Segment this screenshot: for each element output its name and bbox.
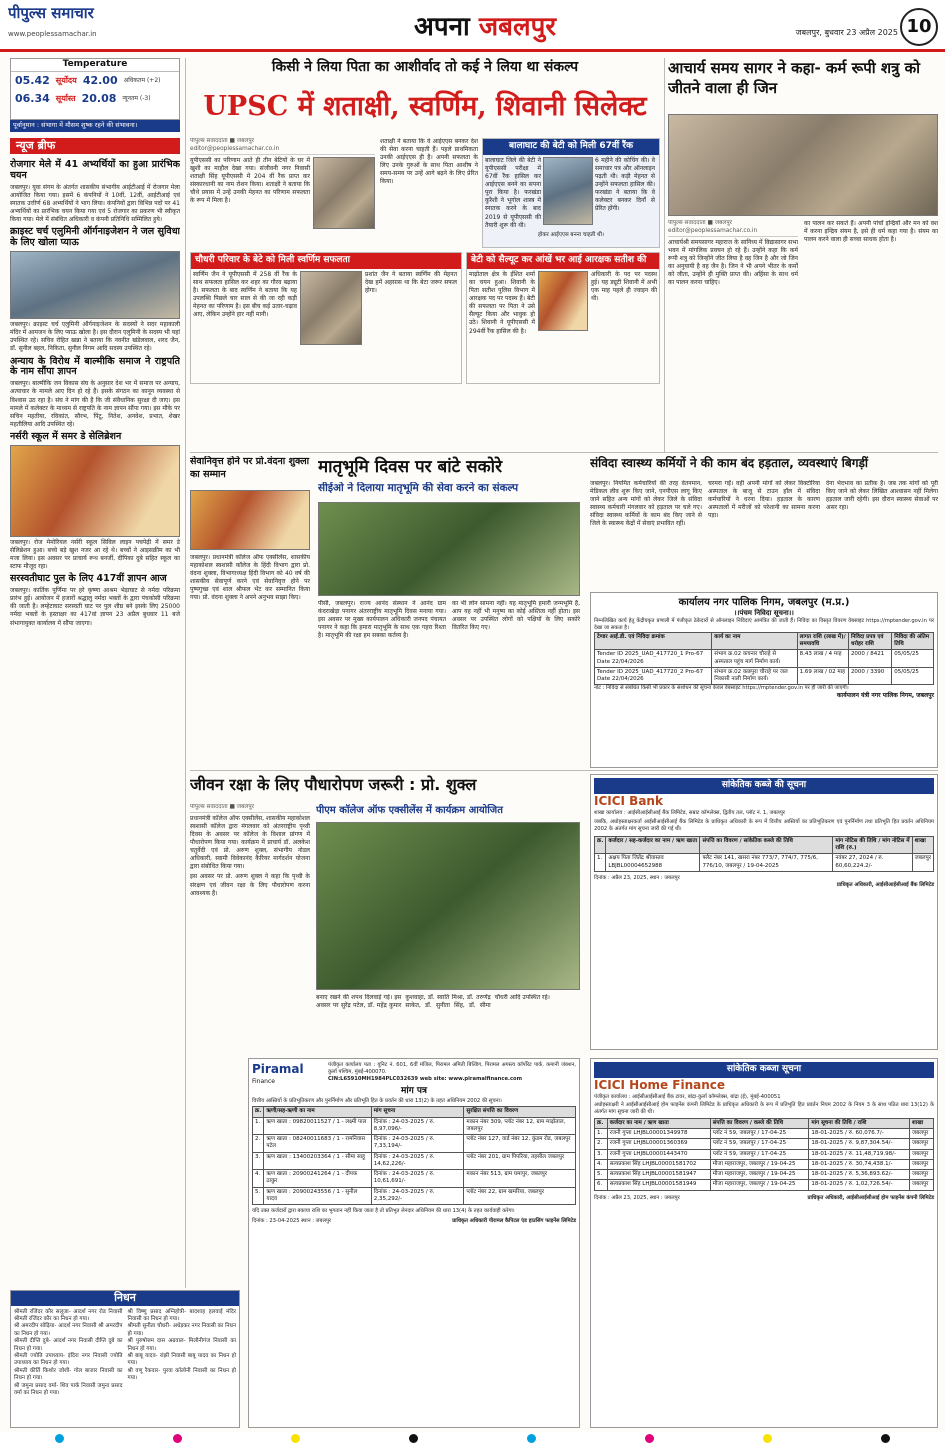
piramal-office-block <box>328 1062 576 1086</box>
register-mark-icon <box>645 1434 654 1443</box>
column-header: क्र. <box>253 1107 264 1117</box>
swarnim-box <box>190 252 462 384</box>
brief-photo <box>10 251 180 319</box>
shivani-body-2: अधिकारी के पद पर पदस्थ हुई। यह ड्यूटी शिवानी में अभी एक माह पहले ही ज्वाइन की थी। <box>591 270 657 303</box>
piramal-office: पंजीकृत कार्यालय पता : यूनिट नं. 601, 6वीं मंजिल, पिरामल अमिती बिल्डिंग, पिरामल अगस्त्य कॉर्पोरेट पार्क, कमानी जंक्शन, कुर्ला पश्चिम, मुंबई-400070. <box>328 1062 576 1075</box>
byline <box>668 220 798 237</box>
icici-body: जबकि, अधोहस्ताक्षरकर्ता आईसीआईसीआई बैंक लिमिटेड के प्राधिकृत अधिकारी के रूप में वित्तीय आस्तियों का प्रतिभूतिकरण एवं पुनर्निर्माण तथा प्रतिभूति हित प्रवर्तन अधिनियम 2002 के अंतर्गत मांग सूचना जारी की गई थी। <box>594 819 934 833</box>
swarnim-body: स्वर्णिम जैन ने यूपीएससी में 258 वीं रैंक के साथ सफलता हासिल कर शहर का गौरव बढ़ाया है। सफलता के बाद स्वर्णिम ने बताया कि यह उपलब्धि पिछले चार साल से की जा रही कड़ी मेहनत का परिणाम है। इस बीच कई उतार-चढ़ाव आए, लेकिन उन्होंने हार नहीं मानी। <box>193 270 297 319</box>
register-mark-icon <box>881 1434 890 1443</box>
cell-no: 3. <box>595 1149 608 1159</box>
byline-name: पीपुल्स संवाददाता ■ जबलपुर <box>190 138 255 144</box>
samvida-headline: संविदा स्वास्थ्य कर्मियों ने की काम बंद हड़ताल, व्यवस्थाएं बिगड़ीं <box>590 456 868 470</box>
cell-branch: जबलपुर <box>910 1159 934 1169</box>
cell-name: ऋण खाता : 09820011527 / 1 - लक्ष्मी पाल <box>264 1117 371 1135</box>
tender-fee: 2000 / 8421 <box>848 650 891 668</box>
nidhan-list <box>11 1306 239 1401</box>
balaghat-box <box>482 138 660 248</box>
register-mark-icon <box>291 1434 300 1443</box>
tender-fee: 2000 / 3390 <box>848 667 891 685</box>
piramal-brand: Piramal <box>252 1062 304 1076</box>
cell-no: 2. <box>253 1135 264 1153</box>
cell-name: ऋण खाता : 20900243556 / 1 - सुनील यादव <box>264 1187 371 1205</box>
table-row <box>595 1180 934 1190</box>
cell-branch: जबलपुर <box>910 1139 934 1149</box>
piramal-sign-row <box>252 1218 576 1225</box>
icici-title: सांकेतिक कब्जे की सूचना <box>594 778 934 794</box>
tender-title: कार्यालय नगर पालिक निगम, जबलपुर (म.प्र.) <box>678 597 850 608</box>
tender-notice <box>590 592 938 768</box>
cell-demand: दिनांक : 24-03-2025 / रु. 14,62,226/- <box>371 1152 464 1170</box>
forecast: पूर्वानुमान : संभागा में मौसम शुष्क रहने की संभावना। <box>10 120 180 132</box>
cell-no: 1. <box>595 1129 608 1139</box>
nidhan-item: श्री जमुना प्रसाद वर्मा- शिव पार्क निवासी जमुना प्रसाद वर्मा का निधन हो गया। <box>14 1382 123 1397</box>
byline: पीपुल्स संवाददाता ■ जबलपुर <box>190 804 310 813</box>
table-row <box>253 1170 576 1188</box>
sunrise-label: सूर्योदय <box>55 75 77 85</box>
matru-subhead: सीईओ ने दिलाया मातृभूमि की सेवा करने का संकल्प <box>318 482 519 494</box>
piramal-place: दिनांक : 23-04-2025 स्थान : जबलपुर <box>252 1217 332 1224</box>
acharya-col1 <box>668 220 798 450</box>
cell-no: 1. <box>253 1117 264 1135</box>
piramal-sub: Finance <box>252 1077 275 1085</box>
cell-demand: 18-01-2025 / रु. 1,02,726.54/- <box>809 1180 910 1190</box>
table-row <box>595 1139 934 1149</box>
vandana-body: जबलपुर। प्रधानमंत्री कॉलेज ऑफ एक्सीलेंस, शासकीय महाकोशल स्वशासी कॉलेज के हिंदी विभाग द्वारा प्रो. वंदना शुक्ला, विभागाध्यक्ष हिंदी विभाग को 40 वर्ष की शासकीय सेवापूर्ण करने एवं सेवानिवृत्त होने पर पुष्पगुच्छ एवं शाल श्रीफल भेंट कर सम्मानित किया गया। प्रो. वंदना शुक्ला ने अपने अनुभव साझा किए। <box>190 554 310 602</box>
nidhan-item: श्रीमती ज्योति उपाध्याय- इंदिरा नगर निवासी ज्योति उपाध्याय का निधन हो गया। <box>14 1353 123 1367</box>
cell-demand: 18-01-2025 / रु. 30,74,438.1/- <box>809 1159 910 1169</box>
cell-branch: जबलपुर <box>910 1129 934 1139</box>
cell-name: ऋण खाता : 20900241264 / 1 - दीपक ठाकुर <box>264 1170 371 1188</box>
nidhan-item: श्री अमरदीप सोढ़िया- आदर्श नगर निवासी श्री अमरदीप का निधन हो गया। <box>14 1323 123 1337</box>
column-header: मांग सूचना <box>371 1107 464 1117</box>
matru-body-2: का भी लोन सामना नहीं। यह मातृभूमि हमारी जन्मभूमि है, आप यह नहीं भी मनुष्य का कोई अस्तित्व नहीं होता। इस अवसर पर उपस्थित लोगों को पक्षियों के लिए सकोरे वितरित किए गए। <box>452 600 580 632</box>
icici-logo: ICICI Bank <box>594 793 663 808</box>
cell-demand: 18-01-2025 / रु. 60,076.7/- <box>809 1129 910 1139</box>
vandana-photo <box>190 490 310 550</box>
dateline: जबलपुर, बुधवार 23 अप्रैल 2025 <box>795 28 898 37</box>
column-header: सुरक्षित संपत्ति का विवरण <box>464 1107 576 1117</box>
brief-photo <box>10 445 180 537</box>
column-header: निविदा की अंतिम तिथि <box>892 632 934 650</box>
page-title-section: अपना <box>413 12 470 42</box>
brief-headline: रोजगार मेले में 41 अभ्यर्थियों का हुआ प्रारंभिक चयन <box>10 159 180 181</box>
table-header-row <box>595 632 934 650</box>
balaghat-row <box>483 155 659 232</box>
tender-id: Tender ID 2025_UAD_417720_2 Pro-67 Date 22/04/2026 <box>595 667 712 685</box>
samvida-body-2: चरमरा गईं। वहीं अपनी मांगों को लेकर विक्टोरिया अस्पताल के बाजू से टाउन हॉल में संविदा कर्मचारियों ने धरना दिया। हड़ताल के कारण अस्पतालों में मरीजों को परेशानी का सामना करना पड़ा। <box>708 480 820 520</box>
cell-no: 4. <box>595 1159 608 1169</box>
cell-asset: मकान नंबर 513, ग्राम घमापुर, जबलपुर <box>464 1170 576 1188</box>
cell-name: ऋण खाता : 08240011683 / 1 - रामनिवास पटेल <box>264 1135 371 1153</box>
icici-address: शाखा कार्यालय : आईसीआईसीआई बैंक लिमिटेड, सम्राट कॉम्प्लेक्स, द्वितीय तल, प्लॉट नं. 1, जबलपुर <box>594 809 785 816</box>
brief-body: जबलपुर। बाल्मीकि जन विकास संघ के अनुसार देश भर में समाज पर अन्याय, अत्याचार के मामले आए दिन हो रहे हैं। इसके संगठन का कानून व्यवस्था से विश्वास उठ रहा है। संघ ने मांग की है कि जी संवैधानिक सुरक्षा दी जाए। इस मामले में कलेक्टर के माध्यम से राष्ट्रपति के नाम ज्ञापन सौंपा गया। इस मौके पर सचिन महतीया, रविकांत, सौरभ, पिंटू, नितेश, अनवेश, प्रभात, शेखर महतीलिया आदि उपस्थित रहे। <box>10 380 180 428</box>
icicihf-date: दिनांक : अप्रैल 23, 2025, स्थान : जबलपुर <box>594 1194 680 1201</box>
sunset-time: 06.34 <box>15 91 50 105</box>
portrait-photo <box>543 157 593 225</box>
cell-name: सत्यप्रकाश सिंह LHJBL00001581947 <box>607 1170 710 1180</box>
main-headline: UPSC में शताक्षी, स्वर्णिम, शिवानी सिलेक्ट <box>203 91 647 122</box>
cell-no: 6. <box>595 1180 608 1190</box>
table-row <box>253 1117 576 1135</box>
brief-body: जबलपुर। कार्तिक पूर्णिमा पर हरे कृष्णा आश्रम भेड़ाघाट से नर्मदा परिक्रमा प्रारंभ हुई। आयोजन में हजारों श्रद्धालु नर्मदा भक्तों के द्वारा पंचकोसी परिक्रमा की जाती है। लम्हेटाघाट सरस्वती घाट पर पुल शीघ्र बने इसके लिए 25000 नर्मदा भक्तों के हस्ताक्षर का 417वां ज्ञापन 23 अप्रैल बुधवार 11 बजे संभागायुक्त कार्यालय में सौंपा जाएगा। <box>10 587 180 627</box>
shivani-body: माढ़ोताल क्षेत्र के ईशित शर्मा का चयन हुआ। शिवानी के पिता सतीश पुलिस विभाग में आरक्षक पद पर पदस्थ हैं। बेटी की सफलता पर पिता ने उसे सैल्यूट किया और भावुक हो उठे। शिवानी ने यूपीएससी में 294वीं रैंक हासिल की है। <box>469 270 535 335</box>
tender-table <box>594 632 934 686</box>
table-header-row <box>595 1118 934 1128</box>
icicihf-title: सांकेतिक कब्जा सूचना <box>594 1062 934 1078</box>
page-number: 10 <box>900 8 938 46</box>
brief-headline: क्राइस्ट चर्च एलुमिनी ऑर्गनाइजेशन ने जल सुविधा के लिए खोला प्याऊ <box>10 226 180 249</box>
nidhan-title: निधन <box>11 1291 239 1306</box>
cell-asset: मौजा महाराजपुर, जबलपुर / 19-04-25 <box>710 1170 809 1180</box>
table-row <box>253 1187 576 1205</box>
cell-no: 2. <box>595 1139 608 1149</box>
piramal-footer: यदि उक्त कर्जदारों द्वारा बकाया राशि का भुगतान नहीं किया जाता है तो प्रतिभूत लेनदार अधिनियम की धारा 13(4) के तहत कार्यवाही करेगा। <box>252 1208 515 1215</box>
matru-photo <box>318 502 580 596</box>
icici-asset: फ्लैट नंबर 141, खसरा नंबर 773/7, 774/7, 775/6, 776/10, जबलपुर / 19-04-2025 <box>700 854 833 872</box>
tender-subtitle: ।।पंचम निविदा सूचना।। <box>734 609 794 618</box>
page-title-city: जबलपुर <box>478 12 557 42</box>
min-temp-label: न्यूनतम (-3) <box>122 94 151 102</box>
cell-asset: प्लॉट नंबर 22, ग्राम खमरिया, जबलपुर <box>464 1187 576 1205</box>
cell-asset: प्लॉट नंबर 201, ग्राम पिपरिया, तहसील जबलपुर <box>464 1152 576 1170</box>
table-row <box>595 1170 934 1180</box>
main-kicker: किसी ने लिया पिता का आशीर्वाद तो कई ने लिया था संकल्प <box>271 59 579 75</box>
icicihf-table <box>594 1118 934 1191</box>
byline <box>190 138 375 155</box>
icicihf-sign-row <box>594 1195 934 1202</box>
column-header: कर्जदार का नाम / ऋण खाता <box>607 1118 710 1128</box>
cell-asset: प्लॉट नंबर 127, वार्ड नंबर 12, कुंडम रोड, जबलपुर <box>464 1135 576 1153</box>
cell-demand: दिनांक : 24-03-2025 / रु. 2,35,292/- <box>371 1187 464 1205</box>
main-body-2: शताक्षी ने बताया कि वे आईएएस बनकर देश की सेवा करना चाहती हैं। पहले प्राथमिकता उनकी आईएएस ही है। अपनी सफलता के लिए उनके गुरुओं के साथ पिता आशीष ने समय-समय पर उन्हें आगे बढ़ने के लिए प्रेरित किया। <box>380 138 478 186</box>
table-header-row <box>253 1107 576 1117</box>
temperature-box <box>10 58 180 120</box>
nidhan-item: श्री विष्णु प्रसाद अग्निहोत्री- बादशाह हलवाई मंदिर निवासी का निधन हो गया। <box>127 1308 236 1322</box>
temperature-row <box>11 72 179 90</box>
nidhan-box <box>10 1290 240 1428</box>
tender-work: संभाग क्र.02 कछपुरा चौराहे पर जल निकासी नाली निर्माण कार्य। <box>712 667 797 685</box>
table-header-row <box>595 836 934 854</box>
main-story-row <box>190 157 375 229</box>
page-title <box>355 10 615 44</box>
piramal-notice <box>248 1058 580 1428</box>
cell-name: सत्यप्रकाश सिंह LHJBL00001581949 <box>607 1180 710 1190</box>
main-body: यूपीएससी का परिणाम आते ही तीन बेटियों के घर में खुशी का माहौल देखा गया। संजीवनी नगर निवासी शताक्षी सिंह यूपीएससी में 204 वीं रैंक प्राप्त कर संस्कारधानी का नाम रोशन किया। शताक्षी ने बताया कि चौथे प्रयास में उन्हें उनकी मेहनत का परिणाम सफलता के रूप में मिला है। <box>190 156 310 205</box>
samvida-body: जबलपुर। नियमित कर्मचारियों की तरह वेतनमान, मेडिकल लीव शुरू किए जाने, एनपीएस लागू किए जाने सहित अन्य मांगों को लेकर जिले के संविदा स्वास्थ्य कर्मचारी मंगलवार को हड़ताल पर चले गए। संविदा स्वास्थ्य कर्मियों के काम बंद किए जाने से जिले के स्वास्थ्य केंद्रों में सेवाएं प्रभावित रहीं। <box>590 480 702 528</box>
nidhan-item: श्रीमती दीप्ति दुबे- आदर्श नगर निवासी दीप्ति दुबे का निधन हो गया। <box>14 1338 123 1352</box>
column-header: ऋणी/सह-ऋणी का नाम <box>264 1107 371 1117</box>
jeevan-body-2: इस अवसर पर प्रो. अरुण शुक्ल ने कहा कि पृथ्वी के संरक्षण एवं जीवन रक्षा के लिए पौधारोपण करना आवश्यक है। <box>190 873 310 897</box>
register-mark-icon <box>173 1434 182 1443</box>
column-header: लागत राशि (लाख में)/ समयावधि <box>797 632 848 650</box>
balaghat-body: बालाघाट जिले की बेटी ने यूपीएससी परीक्षा में 67वीं रैंक हासिल कर आईएएस बनने का सपना पूरा किया है। फरखंडा कुरैशी ने भूगोल शास्त्र में स्नातक करने के बाद 2019 से यूपीएससी की तैयारी शुरू की थी। <box>485 156 541 229</box>
cell-branch: जबलपुर <box>910 1170 934 1180</box>
piramal-header <box>252 1062 576 1086</box>
piramal-title: मांग पत्र <box>401 1085 427 1096</box>
acharya-headline: आचार्य समय सागर ने कहा- कर्म रूपी शत्रु को जीतने वाला ही जिन <box>668 59 920 98</box>
table-row <box>595 1159 934 1169</box>
tender-cost: 8.43 लाख / 4 माह <box>797 650 848 668</box>
piramal-logo <box>252 1062 322 1086</box>
swarnim-title: चौधरी परिवार के बेटे को मिली स्वर्णिम सफलता <box>191 253 461 269</box>
column-header: संपत्ति का विवरण / कब्जे की तिथि <box>710 1118 809 1128</box>
register-mark-icon <box>409 1434 418 1443</box>
jeevan-caption: बनाए रखने की शपथ दिलवाई गई। इस अवसर पर सुरेंद्र पटेल, डॉ. महेंद्र कुमार कुशवाहा, डॉ. स्वाति मिश्रा, डॉ. तरुणेंद्र साकेत, डॉ. सुनीता सिंह, डॉ. सीमा चौधरी आदि उपस्थित रहे। <box>316 994 550 1010</box>
column-header: शाखा <box>910 1118 934 1128</box>
nidhan-item: श्री बाबू यादव- रांझी निवासी बाबू यादव का निधन हो गया। <box>127 1353 236 1367</box>
max-temp: 42.00 <box>82 73 118 87</box>
cell-branch: जबलपुर <box>910 1149 934 1159</box>
jeevan-headline: जीवन रक्षा के लिए पौधारोपण जरूरी : प्रो. शुक्ल <box>190 775 477 794</box>
cell-demand: दिनांक : 24-03-2025 / रु. 7,33,194/- <box>371 1135 464 1153</box>
sunset-label: सूर्यास्त <box>55 93 76 103</box>
cell-name: रजनी गुप्ता LHJBL00001360369 <box>607 1139 710 1149</box>
sunrise-time: 05.42 <box>15 73 50 87</box>
main-story-col1 <box>190 138 375 248</box>
icicihf-body: अधोहस्ताक्षरी ने आईसीआईसीआई होम फाइनेंस कंपनी लिमिटेड के प्राधिकृत अधिकारी के रूप में प्रतिभूति हित प्रवर्तन नियम 2002 के नियम 3 के साथ पठित धारा 13(12) के अंतर्गत मांग सूचना जारी की थी। <box>594 1102 934 1116</box>
registration-strip <box>0 1432 945 1445</box>
icicihf-logo: ICICI Home Finance <box>594 1077 726 1092</box>
brief-body: जबलपुर। युवा संगम के अंतर्गत शासकीय संभागीय आईटीआई में रोजगार मेला आयोजित किया गया। इसमें 6 कंपनियों ने 10वीं, 12वीं, आईटीआई एवं स्नातक उत्तीर्ण 68 अभ्यर्थियों ने भाग लिया। कंपनियों द्वारा विभिन्न पदों पर 41 अभ्यर्थियों का प्रारंभिक चयन किया गया एवं 5 रोजगार का प्रकरण भी स्वीकृत किया गया। मेले में संबंधित अधिकारी व कंपनी प्रतिनिधि सम्मिलित हुये। <box>10 183 180 224</box>
tender-intro: निम्नलिखित कार्य हेतु केंद्रीयकृत प्रणाली में पंजीकृत ठेकेदारों से ऑनलाइन निविदाएं आमंत्रित की जाती हैं। निविदा का विस्तृत विवरण वेबसाइट https://mptender.gov.in पर देखा जा सकता है। <box>594 618 934 632</box>
piramal-sign: प्राधिकृत अधिकारी पीरामल कैपिटल एंड हाउसिंग फाइनेंस लिमिटेड <box>452 1217 576 1224</box>
cell-asset: मकान नंबर 309, प्लॉट नंबर 12, ग्राम माढ़ोताल, जबलपुर <box>464 1117 576 1135</box>
jeevan-subhead: पीएम कॉलेज ऑफ एक्सीलेंस में कार्यक्रम आयोजित <box>316 805 503 816</box>
register-mark-icon <box>763 1434 772 1443</box>
vandana-headline: सेवानिवृत्त होने पर प्रो.वंदना शुक्ला का सम्मान <box>190 456 310 480</box>
tender-sign: कार्यपालन यंत्री नगर पालिक निगम, जबलपुर <box>836 692 934 700</box>
row-rule <box>190 452 938 453</box>
icicihf-address: पंजीकृत कार्यालय : आईसीआईसीआई बैंक टावर, बांद्रा-कुर्ला कॉम्प्लेक्स, बांद्रा (ई), मुंबई-400051 <box>594 1093 781 1100</box>
tender-id: Tender ID 2025_UAD_417720_1 Pro-67 Date 22/04/2026 <box>595 650 712 668</box>
icici-date: दिनांक : अप्रैल 23, 2025, स्थान : जबलपुर <box>594 874 680 881</box>
icici-sign: प्राधिकृत अधिकारी, आईसीआईसीआई बैंक लिमिटेड <box>836 881 934 888</box>
tender-date: 05/05/25 <box>892 667 934 685</box>
column-rule <box>185 58 186 1288</box>
column-header: शाखा <box>912 836 933 854</box>
brief-headline: सरस्वतीघाट पुल के लिए 417वीं ज्ञापन आज <box>10 573 167 585</box>
jeevan-col1 <box>190 804 310 1054</box>
table-row <box>595 1129 934 1139</box>
column-header: मांग सूचना की तिथि / राशि <box>809 1118 910 1128</box>
cell-name: रजनी गुप्ता LHJBL00001443470 <box>607 1149 710 1159</box>
icici-table <box>594 836 934 872</box>
icici-name: अक्षय पिता जितेंद्र श्रीवास्तव LBJBL00004652988 <box>606 854 700 872</box>
piramal-table <box>252 1106 576 1205</box>
column-header: निविदा प्रपत्र एवं धरोहर राशि <box>848 632 891 650</box>
byline-email: editor@peoplessamachar.co.in <box>668 227 758 234</box>
balaghat-body: 6 महीने की कोचिंग की। वे समाचार पत्र और ऑनलाइन पढ़ती थी। कड़ी मेहनत से उन्होंने सफलता हासिल की। फरखंडा ने बताया कि वे कलेक्टर बनकर दिनाँ से प्रेरित होंगी। <box>595 156 655 213</box>
cell-asset: प्लॉट नं 59, जबलपुर / 17-04-25 <box>710 1149 809 1159</box>
cell-no: 5. <box>253 1187 264 1205</box>
photo-caption: होकर आईएएस बनना चाहती थी। <box>537 231 605 238</box>
shivani-title: बेटी को सैल्यूट कर आंखें भर आई आरक्षक सतीश की <box>467 253 659 269</box>
piramal-cin: CIN:L65910MH1984PLC032639 web site: www.piramalfinance.com <box>328 1075 522 1082</box>
nidhan-item: श्री पुरुषोत्तम दास अग्रवाल- मिलौनीगंज निवासी का निधन हो गया। <box>127 1338 236 1352</box>
shivani-box <box>466 252 660 384</box>
cell-demand: 18-01-2025 / रु. 9,87,304.54/- <box>809 1139 910 1149</box>
site-url[interactable]: www.peoplessamachar.in <box>8 30 97 38</box>
acharya-body-2: का पालन कर सकते हैं। अपनी पांचों इन्द्रियों और मन को वश में करना इन्द्रिय संयम है, इसे ही धर्म कहा गया है। संयम का पालन करने वाला ही सच्चा साधक होता है। <box>804 220 938 244</box>
portrait-photo <box>300 271 362 345</box>
cell-asset: प्लॉट नं 59, जबलपुर / 17-04-25 <box>710 1129 809 1139</box>
table-row <box>595 650 934 668</box>
table-row <box>595 667 934 685</box>
cell-name: सत्यप्रकाश सिंह LHJBL00001581702 <box>607 1159 710 1169</box>
cell-name: ऋण खाता : 13400203364 / 1 - सीमा साहू <box>264 1152 371 1170</box>
min-temp: 20.08 <box>81 91 117 105</box>
cell-name: रजनी गुप्ता LHJBL00001349978 <box>607 1129 710 1139</box>
icici-bank-notice <box>590 774 938 1050</box>
cell-no: 4. <box>253 1170 264 1188</box>
column-header: क्र. <box>595 1118 608 1128</box>
cell-no: 5. <box>595 1170 608 1180</box>
piramal-intro: वित्तीय आस्तियों के प्रतिभूतिकरण और पुनर्निर्माण और प्रतिभूति हित के प्रवर्तन की धारा 13(2) के तहत अधिनियम 2002 की सूचना। <box>252 1097 502 1104</box>
swarnim-body-2: प्रशांत जैन ने बताया स्वर्णिम की मेहनत देख हमें अहसास था कि बेटा जरूर सफल होगा। <box>365 270 457 295</box>
matru-body: पीसी, जबलपुर। राज्य आनंद संस्थान ने आनंद ग्राम कंदराखेड़ा पनागर अंतरराष्ट्रीय मातृभूमि दिवस मनाया गया। इस अवसर पर मुख्य कार्यपालन अधिकारी जनपद पंचायत पनागर ने कहा कि हमारा मातृभूमि के साथ एक गहरा रिश्ता है। मातृभूमि की रक्षा हम सबका कर्तव्य है। <box>318 600 446 640</box>
icici-no: 1. <box>595 854 606 872</box>
byline-name: पीपुल्स संवाददाता ■ जबलपुर <box>668 220 733 226</box>
brief-body: जबलपुर। क्राइस्ट चर्च एलुमिनी ऑर्गनाइजेशन के सदस्यों ने सदर महाकाली मंदिर में आमजन के लिए प्याऊ खोला है। इस दौरान एलुमिनी के सदस्य भी यहां उपस्थित रहे। सचिव रोहित खन्ना ने बताया कि नवनीत खंडेलवाल, शरद जैन, डॉ. सुनील बहल, निकिता, सुनील निगम आदि सदस्य उपस्थित रहे। <box>10 321 180 353</box>
row-rule <box>190 770 938 771</box>
table-row <box>253 1152 576 1170</box>
news-brief-header: न्यूज ब्रीफ <box>10 138 180 154</box>
column-header: संपत्ति का विवरण / सांकेतिक कब्जे की तिथि <box>700 836 833 854</box>
jeevan-body: प्रधानमंत्री कॉलेज ऑफ एक्सीलेंस, शासकीय महाकोशल स्वशासी कॉलेज द्वारा मंगलवार को अंतरराष्ट्रीय पृथ्वी दिवस के अवसर पर कॉलेज के विशाल प्रांगण में पौधारोपण किया गया। कार्यक्रम में प्राचार्य डॉ. अलकेश चतुर्वेदी एवं प्रो. अरुण शुक्ल, संभागीय नोडल अधिकारी, स्वामी विवेकानंद कैरियर मार्गदर्शन योजना द्वारा संबोधित किया गया। <box>190 814 310 871</box>
acharya-body: आचार्यश्री समयसागर महाराज के सानिध्य में विद्यासागर सभा भवन में मांगलिक प्रवचन हो रहे हैं। उन्होंने कहा कि कर्म रूपी शत्रु को जिन्होंने जीत लिया है वह जिन है और जो जिन का अनुयायी है वह जैन है। जिन ने भी अपने भीतर के कर्मों को जीता, उन्होंने ही मुक्ति प्राप्त की। अहिंसा के साथ धर्म का पालन करना चाहिए। <box>668 238 798 287</box>
cell-demand: दिनांक : 24-03-2025 / रु. 8,97,096/- <box>371 1117 464 1135</box>
register-mark-icon <box>527 1434 536 1443</box>
brief-body: जबलपुर। रोज मेमोरियल नर्सरी स्कूल सिविल लाइन पचपेढ़ी में समर डे सेलिब्रेशन हुआ। बच्चे बड़े खुश नजर आ रहे थे। बच्चों ने आइसक्रीम का भी मजा लिया। इस अवसर पर प्राचार्य रूथ बनर्जी, दीपिका दुबे सहित स्कूल का स्टाफ मौजूद रहा। <box>10 538 180 571</box>
cell-no: 3. <box>253 1152 264 1170</box>
column-header: टेण्डर आई.डी. एवं निविदा क्रमांक <box>595 632 712 650</box>
balaghat-title: बालाघाट की बेटी को मिली 67वीं रैंक <box>483 139 659 155</box>
nidhan-item: श्रीमती कीर्ति किशोर जोशी- गोल बाजार निवासी का निधन हो गया। <box>14 1367 123 1382</box>
icici-demand: नवंबर 27, 2024 / रु. 60,60,224.2/- <box>833 854 912 872</box>
nidhan-item: श्री वणू रैकवार- पुरवा कॉलोनी निवासी का निधन हो गया। <box>127 1367 236 1382</box>
temperature-title: Temperature <box>11 59 179 72</box>
shivani-row <box>467 269 659 338</box>
brief-headline: अन्याय के विरोध में बाल्मीकि समाज ने राष्ट्रपति के नाम सौंपा ज्ञापन <box>10 355 180 378</box>
samvida-body-3: देना भेदभाव का प्रतीक है। जब तक मांगों को पूरी किए जाने को लेकर लिखित आश्वासन नहीं मिलेगा हड़ताल जारी रहेगी। इस दौरान स्वास्थ्य सेवाओं पर असर रहा। <box>826 480 938 512</box>
cell-demand: 18-01-2025 / रु. 11,48,719.98/- <box>809 1149 910 1159</box>
column-rule <box>664 58 665 452</box>
column-header: कार्य का नाम <box>712 632 797 650</box>
nidhan-item: श्रीमती रजिंदर कौर सलूजा- आदर्श नगर रोड निवासी श्रीमती रजिंदर कौर का निधन हो गया। <box>14 1308 123 1322</box>
swarnim-row <box>191 269 461 347</box>
temperature-row <box>11 90 179 108</box>
nidhan-item: श्रीमती सुनीता चौधरी- अधेड़कर नगर निवासी का निधन हो गया। <box>127 1323 236 1337</box>
masthead <box>0 0 945 52</box>
icici-branch: जबलपुर <box>912 854 933 872</box>
icicihf-sign: प्राधिकृत अधिकारी, आईसीआईसीआई होम फाइनेंस कंपनी लिमिटेड <box>807 1194 934 1201</box>
icici-hf-notice <box>590 1058 938 1428</box>
byline-email: editor@peoplessamachar.co.in <box>190 145 280 152</box>
column-header: कर्जदार / सह-कर्जदार का नाम / ऋण खाता <box>606 836 700 854</box>
acharya-photo <box>668 114 938 216</box>
tender-date: 05/05/25 <box>892 650 934 668</box>
max-temp-label: अधिकतम (+2) <box>123 76 161 84</box>
cell-demand: दिनांक : 24-03-2025 / रु. 10,61,691/- <box>371 1170 464 1188</box>
logo: पीपुल्स समाचार <box>8 4 94 22</box>
table-row <box>595 854 934 872</box>
cell-asset: मौजा महाराजपुर, जबलपुर / 19-04-25 <box>710 1180 809 1190</box>
tender-work: संभाग क्र.02 कचनार चौराहे से अस्पताल पहुंच मार्ग निर्माण कार्य। <box>712 650 797 668</box>
news-brief-column <box>10 157 180 1287</box>
table-row <box>253 1135 576 1153</box>
tender-cost: 1.69 लाख / 02 माह <box>797 667 848 685</box>
portrait-photo <box>313 157 375 229</box>
cell-demand: 18-01-2025 / रु. 5,36,893.62/- <box>809 1170 910 1180</box>
tender-note: नोट : निविदा से संबंधित किसी भी प्रकार के संशोधन की सूचना केवल वेबसाइट https://mptender.gov.in पर ही जारी की जाएगी। <box>594 685 849 692</box>
cell-branch: जबलपुर <box>910 1180 934 1190</box>
column-header: मांग नोटिस की तिथि / मांग नोटिस में राशि (रु.) <box>833 836 912 854</box>
jeevan-photo <box>316 822 580 990</box>
portrait-photo <box>538 271 588 331</box>
matru-headline: मातृभूमि दिवस पर बांटे सकोरे <box>318 457 503 477</box>
table-row <box>595 1149 934 1159</box>
column-header: क्र. <box>595 836 606 854</box>
cell-asset: प्लॉट नं 59, जबलपुर / 17-04-25 <box>710 1139 809 1149</box>
cell-asset: मौजा महाराजपुर, जबलपुर / 19-04-25 <box>710 1159 809 1169</box>
register-mark-icon <box>55 1434 64 1443</box>
brief-headline: नर्सरी स्कूल में समर डे सेलिब्रेशन <box>10 430 122 442</box>
